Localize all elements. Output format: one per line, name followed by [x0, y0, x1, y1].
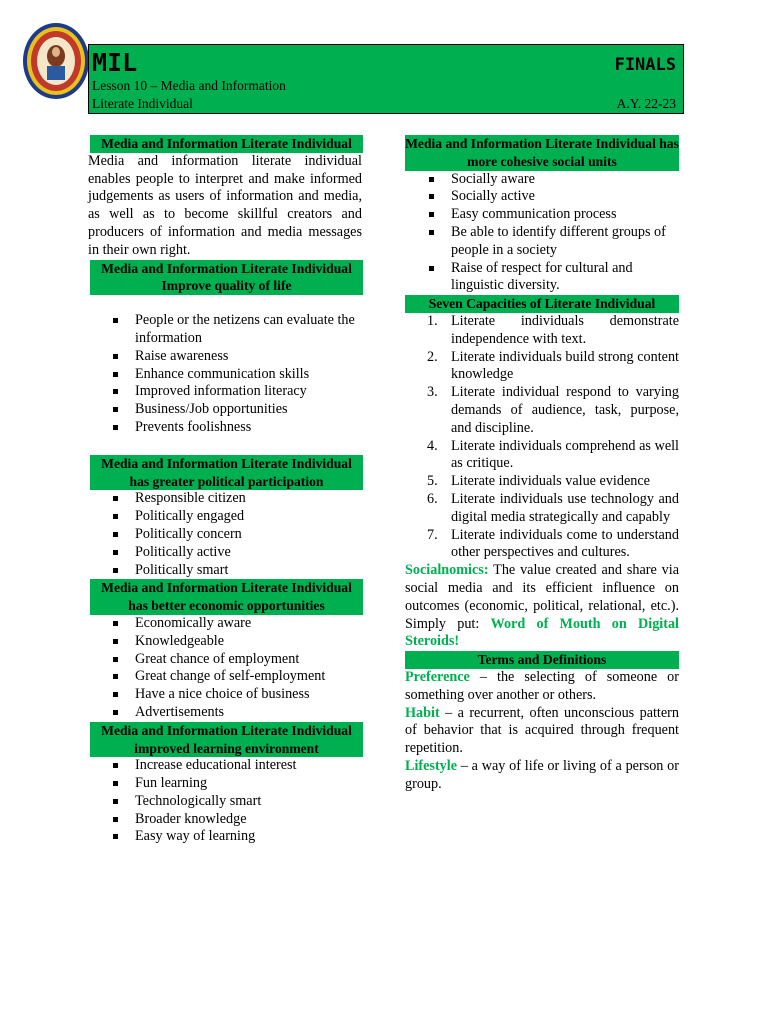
list-item: Socially active: [405, 188, 679, 206]
list-item: Great change of self-employment: [88, 668, 362, 686]
left-column: [88, 135, 362, 846]
list-item: Great chance of employment: [88, 651, 362, 669]
university-seal-logo: [22, 22, 90, 100]
section-heading: Media and Information Literate Individual Improve quality of life: [90, 260, 363, 296]
term-label: FINALS: [614, 55, 676, 75]
definition-habit: Habit – a recurrent, often unconscious pattern of behavior that is acquired through frequent repetition.: [405, 704, 679, 757]
list-item: Enhance communication skills: [88, 366, 362, 384]
list-item: Politically engaged: [88, 508, 362, 526]
economic-opportunities-list: [88, 615, 362, 722]
learning-environment-list: [88, 757, 362, 846]
list-item: 4. Literate individuals comprehend as well as critique.: [427, 437, 679, 472]
list-item: Fun learning: [88, 775, 362, 793]
list-item: Have a nice choice of business: [88, 686, 362, 704]
list-item: Advertisements: [88, 704, 362, 722]
definition-lifestyle: Lifestyle – a way of life or living of a person or group.: [405, 757, 679, 792]
section-heading: Terms and Definitions: [405, 651, 679, 669]
socialnomics-term: Socialnomics:: [405, 562, 489, 579]
lesson-title-line2: Literate Individual: [92, 96, 193, 111]
list-item: Business/Job opportunities: [88, 401, 362, 419]
definition-preference: Preference – the selecting of someone or something over another or others.: [405, 668, 679, 703]
section-heading: Media and Information Literate Individual has greater political participation: [90, 455, 363, 491]
section-heading: Media and Information Literate Individual: [90, 135, 363, 153]
list-item: Economically aware: [88, 615, 362, 633]
list-item: Be able to identify different groups of people in a society: [405, 224, 679, 260]
list-item: Socially aware: [405, 171, 679, 189]
section-heading: Seven Capacities of Literate Individual: [405, 295, 679, 313]
socialnomics-highlight: Word of Mouth on Digital Steroids!: [405, 615, 679, 650]
list-item: Easy communication process: [405, 206, 679, 224]
definition-paragraph: Media and information literate individual enables people to interpret and make informed judgements as users of information and media, as well as to become skillful creators and producers of information and media messages in their own right.: [88, 152, 362, 258]
academic-year: A.Y. 22-23: [616, 96, 676, 111]
list-item: Knowledgeable: [88, 633, 362, 651]
list-item: Prevents foolishness: [88, 419, 362, 437]
list-item: 1. Literate individuals demonstrate independence with text.: [427, 312, 679, 347]
list-item: 7. Literate individuals come to understand other perspectives and cultures.: [427, 526, 679, 561]
section-heading: Media and Information Literate Individual has more cohesive social units: [405, 136, 679, 169]
subject-title: MIL: [92, 48, 138, 77]
section-heading: Media and Information Literate Individual has better economic opportunities: [90, 579, 363, 615]
document-header: [88, 44, 684, 114]
seven-capacities-list: [405, 313, 679, 562]
list-item: 3. Literate individual respond to varying demands of audience, task, purpose, and discipline.: [427, 384, 679, 436]
list-item: Politically active: [88, 544, 362, 562]
socialnomics-paragraph: Socialnomics: The value created and share via social media and its efficient influence on outcomes (economic, political, relational, etc.). Simply put: Word of Mouth on Digital Steroids!: [405, 562, 679, 650]
list-item: Increase educational interest: [88, 757, 362, 775]
list-item: Responsible citizen: [88, 490, 362, 508]
list-item: Broader knowledge: [88, 811, 362, 829]
list-item: Technologically smart: [88, 793, 362, 811]
list-item: People or the netizens can evaluate the information: [88, 312, 362, 348]
lesson-title-line1: Lesson 10 – Media and Information: [92, 78, 286, 93]
section-heading: Media and Information Literate Individual improved learning environment: [90, 722, 363, 758]
right-column: [405, 135, 679, 793]
list-item: Improved information literacy: [88, 383, 362, 401]
list-item: Raise of respect for cultural and linguistic diversity.: [405, 260, 679, 296]
quality-of-life-list: [88, 312, 362, 437]
social-units-list: [405, 171, 679, 296]
list-item: Raise awareness: [88, 348, 362, 366]
list-item: 6. Literate individuals use technology and digital media strategically and capably: [427, 490, 679, 525]
list-item: Politically smart: [88, 562, 362, 580]
political-participation-list: [88, 490, 362, 579]
list-item: 2. Literate individuals build strong content knowledge: [427, 348, 679, 383]
list-item: 5. Literate individuals value evidence: [427, 473, 650, 490]
list-item: Politically concern: [88, 526, 362, 544]
list-item: Easy way of learning: [88, 828, 362, 846]
